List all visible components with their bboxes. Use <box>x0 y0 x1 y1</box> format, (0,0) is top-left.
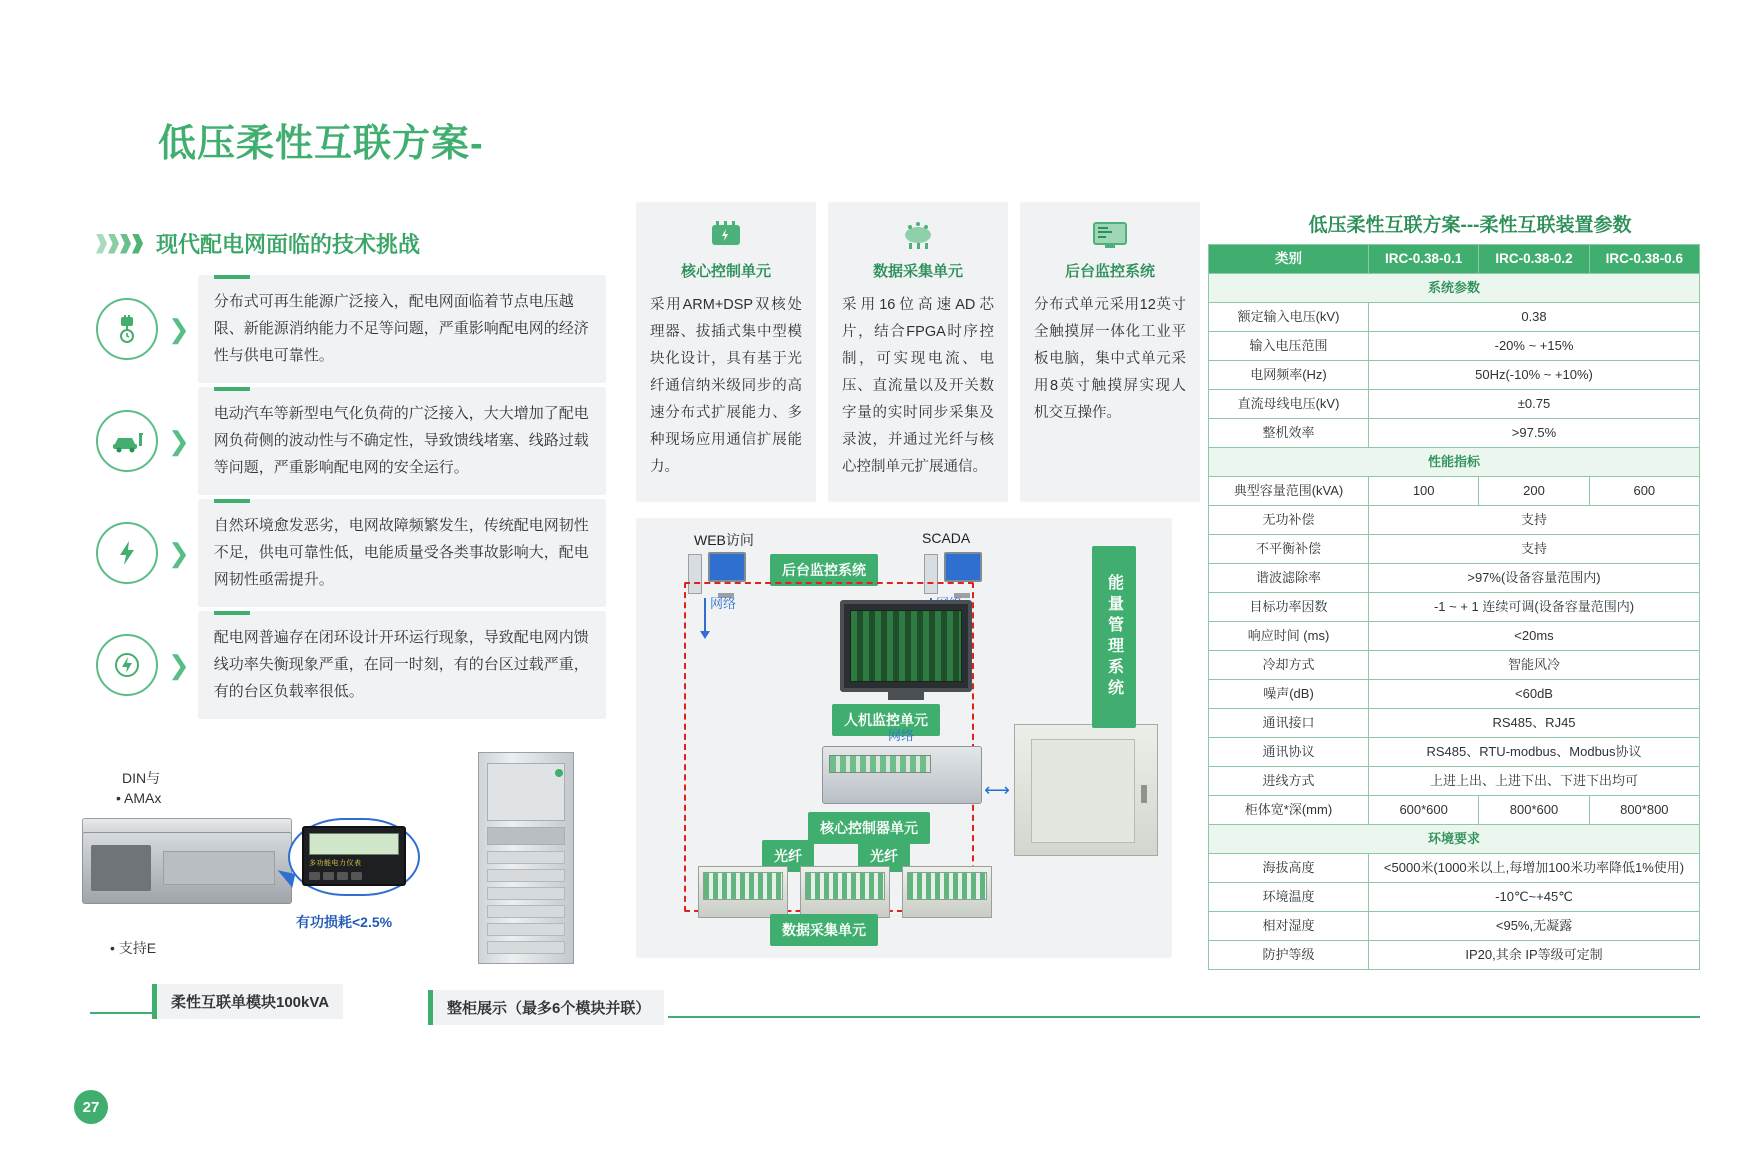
label-fiber-right: 光纤 <box>858 840 910 872</box>
section-label: 系统参数 <box>1209 274 1700 303</box>
cabinet-panel <box>487 827 565 845</box>
power-circle-icon <box>96 634 158 696</box>
row-label: 无功补偿 <box>1209 506 1369 535</box>
divider <box>90 1012 152 1014</box>
row-value: 800*600 <box>1479 796 1589 825</box>
row-value: -10℃~+45℃ <box>1369 883 1700 912</box>
row-value: -1 ~ + 1 连续可调(设备容量范围内) <box>1369 593 1700 622</box>
row-value: 200 <box>1479 477 1589 506</box>
note-support: • 支持E <box>110 940 157 956</box>
table-row <box>1209 506 1700 535</box>
row-label: 输入电压范围 <box>1209 332 1369 361</box>
row-label: 谐波滤除率 <box>1209 564 1369 593</box>
cabinet-strip <box>487 905 565 918</box>
row-label: 响应时间 (ms) <box>1209 622 1369 651</box>
row-label: 直流母线电压(kV) <box>1209 390 1369 419</box>
table-row <box>1209 854 1700 883</box>
row-label: 不平衡补偿 <box>1209 535 1369 564</box>
th-category: 类别 <box>1209 245 1369 274</box>
challenge-text: 自然环境愈发恶劣，电网故障频繁发生，传统配电网韧性不足，供电可靠性低，电能质量受各类事故影响大，配电网韧性亟需提升。 <box>213 517 589 588</box>
label-core-controller-unit: 核心控制器单元 <box>808 812 930 844</box>
row-value: IP20,其余 IP等级可定制 <box>1369 941 1700 970</box>
energy-management-system-bar <box>1092 546 1136 728</box>
table-row <box>1209 419 1700 448</box>
challenge-text: 配电网普遍存在闭环设计开环运行现象，导致配电网内馈线功率失衡现象严重，在同一时刻，有的台区过载严重，有的台区负载率很低。 <box>213 629 589 700</box>
th-model-1: IRC-0.38-0.1 <box>1369 245 1479 274</box>
meter-lcd-screen <box>309 833 399 855</box>
list-item <box>96 392 606 490</box>
row-value: 支持 <box>1369 506 1700 535</box>
row-value: 智能风冷 <box>1369 651 1700 680</box>
table-section-row <box>1209 448 1700 477</box>
label-backend-monitoring: 后台监控系统 <box>770 554 878 586</box>
table-row <box>1209 883 1700 912</box>
cabinet-door <box>1031 739 1135 843</box>
chevron-right-icon: ❯ <box>168 537 190 568</box>
note-din: DIN与 <box>122 770 161 786</box>
row-value: 50Hz(-10% ~ +10%) <box>1369 361 1700 390</box>
rack-modules <box>907 872 987 900</box>
meter-button <box>323 872 334 880</box>
row-value: 上进上出、上进下出、下进下出均可 <box>1369 767 1700 796</box>
card-text: 采用16位高速AD芯片，结合FPGA时序控制，可实现电流、电压、直流量以及开关数字量的实时同步采集及录波，并通过光纤与核心控制单元扩展通信。 <box>842 297 994 475</box>
cabinet-photo-diagram <box>1014 724 1158 856</box>
row-label: 典型容量范围(kVA) <box>1209 477 1369 506</box>
chevron-right-icon <box>108 234 119 254</box>
table-row <box>1209 535 1700 564</box>
table-section-row <box>1209 274 1700 303</box>
chip-shield-icon <box>705 218 747 252</box>
section-title: 现代配电网面临的技术挑战 <box>156 232 421 257</box>
challenge-list <box>96 280 606 728</box>
chevron-right-icon: ❯ <box>168 649 190 680</box>
cabinet-strip <box>487 887 565 900</box>
table-header-row <box>1209 245 1700 274</box>
cabinet-handle <box>1141 785 1147 803</box>
cabinet-strip <box>487 941 565 954</box>
list-item <box>96 504 606 602</box>
challenge-text: 电动汽车等新型电气化负荷的广泛接入，大大增加了配电网负荷侧的波动性与不确定性，导致馈线堵塞、线路过载等问题，严重影响配电网的安全运行。 <box>213 405 589 476</box>
rack-modules <box>805 872 885 900</box>
row-value: RS485、RJ45 <box>1369 709 1700 738</box>
flexible-interconnect-module-photo <box>82 832 292 904</box>
data-acquisition-rack <box>902 866 992 918</box>
core-controller-photo <box>822 746 982 804</box>
card-data-acquisition-unit <box>828 202 1008 502</box>
rack-modules <box>703 872 783 900</box>
monitor-screen-icon <box>1089 218 1131 252</box>
row-label: 整机效率 <box>1209 419 1369 448</box>
chevron-right-icon <box>132 234 143 254</box>
note-amax: • AMAx <box>116 790 162 806</box>
chevron-right-icon <box>120 234 131 254</box>
power-meter-photo <box>302 826 406 886</box>
card-core-control-unit <box>636 202 816 502</box>
card-title: 核心控制单元 <box>680 263 771 280</box>
label-network-left: 网络 <box>710 596 737 611</box>
ev-charging-car-icon <box>96 410 158 472</box>
table-row <box>1209 303 1700 332</box>
row-value: >97%(设备容量范围内) <box>1369 564 1700 593</box>
challenge-card <box>198 275 606 383</box>
table-row <box>1209 361 1700 390</box>
hmi-screen <box>850 610 962 682</box>
card-backend-monitoring-system <box>1020 202 1200 502</box>
card-title: 后台监控系统 <box>1064 263 1155 280</box>
meter-label: 多功能电力仪表 <box>309 860 362 867</box>
lightning-bolt-icon <box>96 522 158 584</box>
meter-button <box>351 872 362 880</box>
meter-button-row <box>309 872 399 880</box>
section-heading <box>96 228 420 259</box>
row-value: 600 <box>1589 477 1699 506</box>
table-row <box>1209 767 1700 796</box>
chevron-right-icon: ❯ <box>168 425 190 456</box>
row-label: 相对湿度 <box>1209 912 1369 941</box>
challenge-text: 分布式可再生能源广泛接入，配电网面临着节点电压越限、新能源消纳能力不足等问题，严重影响配电网的经济性与供电可靠性。 <box>213 293 589 364</box>
row-label: 防护等级 <box>1209 941 1369 970</box>
cabinet-door <box>487 763 565 821</box>
row-value: 800*800 <box>1589 796 1699 825</box>
table-row <box>1209 651 1700 680</box>
spec-table <box>1208 244 1700 970</box>
table-row <box>1209 912 1700 941</box>
table-row <box>1209 680 1700 709</box>
table-row <box>1209 709 1700 738</box>
card-title: 数据采集单元 <box>872 263 963 280</box>
divider <box>668 1016 1700 1018</box>
cabinet-strip <box>487 869 565 882</box>
row-label: 电网频率(Hz) <box>1209 361 1369 390</box>
meter-button <box>337 872 348 880</box>
table-row <box>1209 564 1700 593</box>
row-label: 通讯接口 <box>1209 709 1369 738</box>
row-value: <95%,无凝露 <box>1369 912 1700 941</box>
row-value: <20ms <box>1369 622 1700 651</box>
cabinet-strip <box>487 851 565 864</box>
table-row <box>1209 477 1700 506</box>
row-label: 目标功率因数 <box>1209 593 1369 622</box>
caption-module: 柔性互联单模块100kVA <box>152 984 343 1019</box>
label-web-access: WEB访问 <box>694 532 754 548</box>
row-label: 进线方式 <box>1209 767 1369 796</box>
chevron-right-icon <box>96 234 107 254</box>
table-row <box>1209 622 1700 651</box>
label-fiber-left: 光纤 <box>762 840 814 872</box>
table-section-row <box>1209 825 1700 854</box>
row-label: 柜体宽*深(mm) <box>1209 796 1369 825</box>
row-value: ±0.75 <box>1369 390 1700 419</box>
row-label: 环境温度 <box>1209 883 1369 912</box>
challenge-card <box>198 499 606 607</box>
row-label: 海拔高度 <box>1209 854 1369 883</box>
table-row <box>1209 738 1700 767</box>
page-number-badge: 27 <box>74 1090 108 1124</box>
label-network-mid: 网络 <box>888 728 915 743</box>
table-row <box>1209 593 1700 622</box>
loss-label: 有功损耗<2.5% <box>296 914 393 930</box>
cabinet-strip <box>487 923 565 936</box>
table-row <box>1209 796 1700 825</box>
page-title: 低压柔性互联方案- <box>158 123 484 165</box>
full-cabinet-photo <box>478 752 574 964</box>
challenge-card <box>198 387 606 495</box>
label-hmi-unit: 人机监控单元 <box>832 704 940 736</box>
row-value: <5000米(1000米以上,每增加100米功率降低1%使用) <box>1369 854 1700 883</box>
list-item <box>96 616 606 714</box>
plug-clock-icon <box>96 298 158 360</box>
hmi-panel-photo <box>840 600 972 692</box>
section-label: 性能指标 <box>1209 448 1700 477</box>
cabinet-led-icon <box>555 769 563 777</box>
list-item <box>96 280 606 378</box>
challenge-card <box>198 611 606 719</box>
row-value: <60dB <box>1369 680 1700 709</box>
meter-button <box>309 872 320 880</box>
table-row <box>1209 332 1700 361</box>
row-value: -20% ~ +15% <box>1369 332 1700 361</box>
pc-monitor <box>708 552 746 582</box>
bidirectional-arrow-icon: ⟷ <box>984 780 1010 800</box>
data-acquisition-rack <box>800 866 890 918</box>
row-label: 噪声(dB) <box>1209 680 1369 709</box>
table-title: 低压柔性互联方案---柔性互联装置参数 <box>1308 215 1632 236</box>
row-label: 通讯协议 <box>1209 738 1369 767</box>
table-row <box>1209 941 1700 970</box>
row-value: RS485、RTU-modbus、Modbus协议 <box>1369 738 1700 767</box>
ems-label: 能量管理系统 <box>1105 574 1123 700</box>
row-label: 额定输入电压(kV) <box>1209 303 1369 332</box>
table-row <box>1209 390 1700 419</box>
row-value: 支持 <box>1369 535 1700 564</box>
th-model-2: IRC-0.38-0.2 <box>1479 245 1589 274</box>
row-label: 冷却方式 <box>1209 651 1369 680</box>
data-acquisition-rack <box>698 866 788 918</box>
card-text: 分布式单元采用12英寸全触摸屏一体化工业平板电脑，集中式单元采用8英寸触摸屏实现人机交互操作。 <box>1034 297 1186 421</box>
cloud-data-icon <box>897 218 939 252</box>
hmi-stand <box>888 692 924 700</box>
chevron-right-icon: ❯ <box>168 313 190 344</box>
section-label: 环境要求 <box>1209 825 1700 854</box>
row-value: 600*600 <box>1369 796 1479 825</box>
card-text: 采用ARM+DSP双核处理器、拔插式集中型模块化设计，具有基于光纤通信纳米级同步的高速分布式扩展能力、多种现场应用通信扩展能力。 <box>650 297 802 475</box>
pc-monitor <box>944 552 982 582</box>
row-value: 0.38 <box>1369 303 1700 332</box>
label-scada: SCADA <box>922 530 971 546</box>
th-model-3: IRC-0.38-0.6 <box>1589 245 1699 274</box>
row-value: 100 <box>1369 477 1479 506</box>
chevron-decoration <box>96 234 144 254</box>
label-data-acquisition-unit: 数据采集单元 <box>770 914 878 946</box>
caption-cabinet: 整柜展示（最多6个模块并联） <box>428 990 664 1025</box>
row-value: >97.5% <box>1369 419 1700 448</box>
